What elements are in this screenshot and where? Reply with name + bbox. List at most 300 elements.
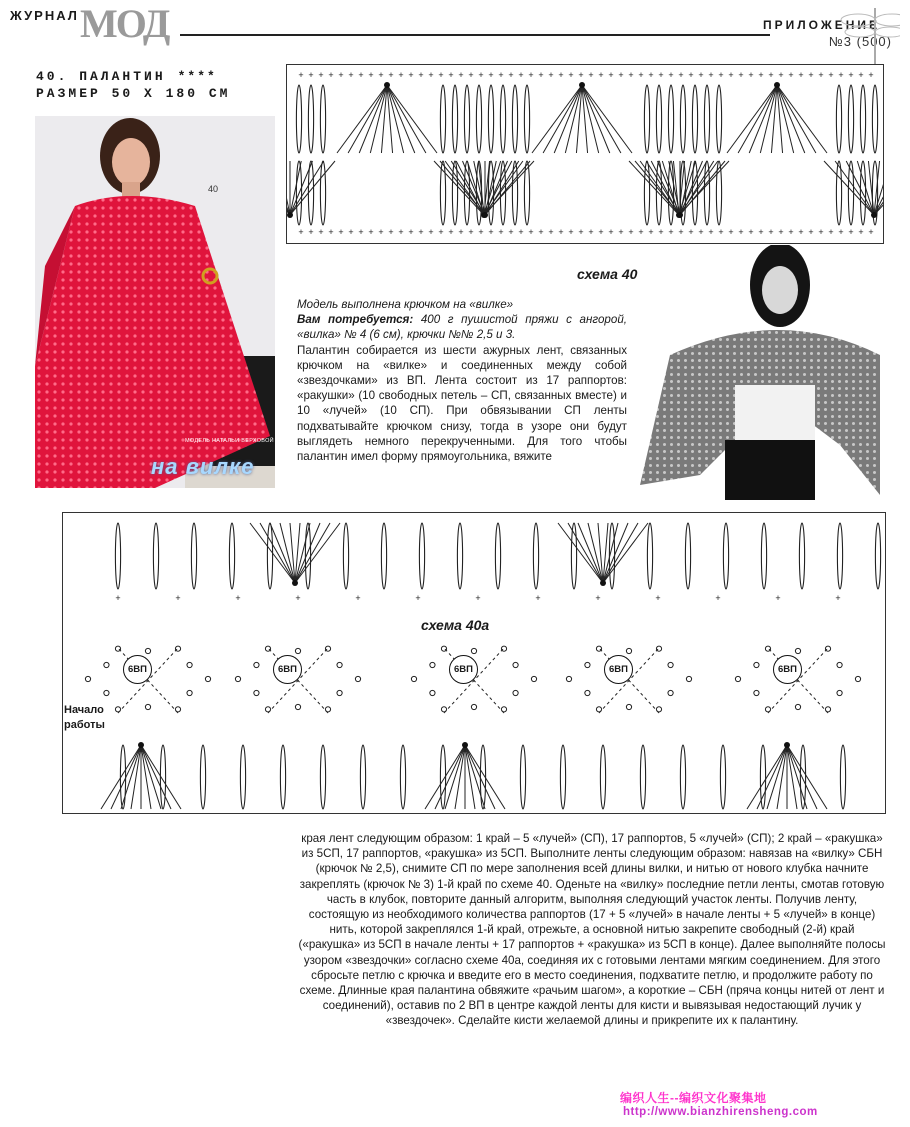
fan-knot — [871, 212, 877, 218]
plus-mark: + — [518, 227, 524, 237]
loop-symbol — [848, 85, 853, 153]
fan-knot — [384, 82, 390, 88]
plus-mark: + — [428, 227, 434, 237]
header-rule — [180, 34, 770, 36]
plus-mark: + — [668, 70, 674, 80]
fan-stroke — [295, 523, 340, 583]
fan-stroke — [582, 85, 621, 153]
plus-mark: + — [828, 70, 834, 80]
plus-mark: + — [438, 70, 444, 80]
plus-mark: + — [578, 227, 584, 237]
plus-mark: + — [378, 70, 384, 80]
fan-knot — [482, 212, 488, 218]
loop-symbol — [452, 85, 457, 153]
plus-mark: + — [678, 227, 684, 237]
plus-mark: + — [738, 227, 744, 237]
plus-mark: + — [518, 70, 524, 80]
plus-mark: + — [748, 70, 754, 80]
plus-mark: + — [498, 70, 504, 80]
plus-mark: + — [175, 593, 181, 603]
loop-symbol — [495, 523, 500, 589]
loop-symbol — [799, 523, 804, 589]
chain-dot — [513, 662, 518, 667]
loop-symbol — [836, 85, 841, 153]
plus-mark: + — [858, 227, 864, 237]
loop-symbol — [723, 523, 728, 589]
loop-symbol — [500, 85, 505, 153]
fan-stroke — [348, 85, 387, 153]
chain-dot — [235, 676, 240, 681]
plus-mark: + — [468, 227, 474, 237]
loop-symbol — [840, 745, 845, 809]
fan-stroke — [387, 85, 426, 153]
plus-mark: + — [868, 227, 874, 237]
fan-stroke — [787, 745, 827, 809]
loop-symbol — [875, 523, 880, 589]
plus-mark: + — [818, 227, 824, 237]
plus-mark: + — [698, 227, 704, 237]
loop-symbol — [280, 745, 285, 809]
plus-mark: + — [658, 227, 664, 237]
plus-mark: + — [848, 227, 854, 237]
plus-mark: + — [568, 70, 574, 80]
scheme-40a-diagram — [62, 512, 886, 814]
loop-symbol — [837, 523, 842, 589]
plus-mark: + — [568, 227, 574, 237]
photo-overlay-label: на вилке — [151, 454, 255, 479]
plus-mark: + — [835, 593, 841, 603]
scheme-40-label: схема 40 — [577, 266, 638, 282]
intro-text — [297, 297, 627, 464]
plus-mark: + — [328, 227, 334, 237]
chain-dot — [205, 676, 210, 681]
loop-symbol — [872, 85, 877, 153]
plus-mark: + — [235, 593, 241, 603]
plus-mark: + — [488, 70, 494, 80]
plus-mark: + — [868, 70, 874, 80]
plus-mark: + — [508, 70, 514, 80]
fan-stroke — [141, 745, 161, 809]
fan-knot — [292, 580, 298, 586]
plus-mark: + — [628, 227, 634, 237]
loop-symbol — [668, 85, 673, 153]
chain-dot — [855, 676, 860, 681]
dragonfly-icon — [830, 0, 900, 70]
plus-mark: + — [778, 70, 784, 80]
plus-mark: + — [788, 70, 794, 80]
plus-mark: + — [808, 227, 814, 237]
plus-mark: + — [448, 70, 454, 80]
plus-mark: + — [758, 227, 764, 237]
plus-mark: + — [778, 227, 784, 237]
plus-mark: + — [818, 70, 824, 80]
fan-knot — [600, 580, 606, 586]
loop-symbol — [533, 523, 538, 589]
chain-dot — [145, 704, 150, 709]
fan-stroke — [387, 85, 437, 153]
plus-mark: + — [358, 227, 364, 237]
loop-symbol — [704, 85, 709, 153]
loop-symbol — [716, 85, 721, 153]
chain-dot — [337, 662, 342, 667]
loop-symbol — [308, 85, 313, 153]
plus-mark: + — [558, 227, 564, 237]
plus-mark: + — [478, 227, 484, 237]
plus-mark: + — [358, 70, 364, 80]
title-size: РАЗМЕР 50 X 180 СМ — [36, 86, 231, 101]
chain-dot — [585, 690, 590, 695]
loop-symbol — [267, 523, 272, 589]
plus-mark: + — [588, 70, 594, 80]
model-illustration — [35, 116, 275, 488]
plus-mark: + — [655, 593, 661, 603]
fan-stroke — [121, 745, 141, 809]
plus-mark: + — [548, 70, 554, 80]
plus-mark: + — [448, 227, 454, 237]
fan-stroke — [738, 85, 777, 153]
chain-dot — [566, 676, 571, 681]
plus-mark: + — [598, 70, 604, 80]
plus-mark: + — [648, 70, 654, 80]
fan-stroke — [568, 523, 603, 583]
start-label: Начало работы — [64, 704, 105, 731]
fan-stroke — [440, 161, 485, 215]
chain-dot — [471, 704, 476, 709]
chain-dot — [145, 648, 150, 653]
fan-stroke — [582, 85, 632, 153]
chain-badge: 6ВП — [449, 655, 478, 684]
plus-mark: + — [808, 70, 814, 80]
plus-mark: + — [378, 227, 384, 237]
loop-symbol — [153, 523, 158, 589]
plus-mark: + — [418, 227, 424, 237]
plus-mark: + — [698, 70, 704, 80]
loop-symbol — [381, 523, 386, 589]
chain-dot — [254, 690, 259, 695]
loop-symbol — [229, 523, 234, 589]
chain-dot — [430, 690, 435, 695]
fan-knot — [287, 212, 293, 218]
plus-mark: + — [488, 227, 494, 237]
plus-mark: + — [688, 227, 694, 237]
plus-mark: + — [688, 70, 694, 80]
loop-symbol — [647, 523, 652, 589]
loop-symbol — [488, 85, 493, 153]
fan-knot — [784, 742, 790, 748]
plus-mark: + — [408, 70, 414, 80]
loop-symbol — [524, 85, 529, 153]
plus-mark: + — [428, 70, 434, 80]
fan-stroke — [295, 523, 330, 583]
plus-mark: + — [458, 227, 464, 237]
chain-dot — [295, 648, 300, 653]
chain-dot — [585, 662, 590, 667]
loop-symbol — [512, 85, 517, 153]
plus-mark: + — [748, 227, 754, 237]
plus-mark: + — [678, 70, 684, 80]
scheme-40-diagram — [286, 64, 884, 244]
plus-mark: + — [598, 227, 604, 237]
loop-symbol — [320, 85, 325, 153]
loop-symbol — [419, 523, 424, 589]
loop-symbol — [308, 161, 313, 225]
fan-stroke — [777, 85, 827, 153]
chain-badge: 6ВП — [273, 655, 302, 684]
fan-stroke — [787, 745, 807, 809]
plus-mark: + — [708, 70, 714, 80]
fan-stroke — [727, 85, 777, 153]
plus-mark: + — [618, 227, 624, 237]
chain-badge: 6ВП — [773, 655, 802, 684]
plus-mark: + — [768, 70, 774, 80]
pattern-title — [36, 68, 230, 102]
plus-mark: + — [528, 227, 534, 237]
loop-symbol — [320, 161, 325, 225]
chain-dot — [626, 704, 631, 709]
chain-dot — [430, 662, 435, 667]
plus-mark: + — [828, 227, 834, 237]
plus-mark: + — [308, 227, 314, 237]
materials-label: Вам потребуется: — [297, 313, 414, 327]
fan-stroke — [465, 745, 485, 809]
plus-mark: + — [308, 70, 314, 80]
plus-mark: + — [618, 70, 624, 80]
plus-mark: + — [708, 227, 714, 237]
plus-mark: + — [628, 70, 634, 80]
plus-mark: + — [458, 70, 464, 80]
plus-mark: + — [418, 70, 424, 80]
chain-dot — [626, 648, 631, 653]
chain-badge: 6ВП — [604, 655, 633, 684]
scheme-40a-label: схема 40а — [421, 617, 490, 633]
chain-dot — [837, 662, 842, 667]
fan-stroke — [485, 161, 519, 215]
plus-mark: + — [338, 227, 344, 237]
plus-mark: + — [398, 227, 404, 237]
loop-symbol — [860, 85, 865, 153]
magazine-logo: МОД — [80, 1, 169, 46]
plus-mark: + — [468, 70, 474, 80]
plus-mark: + — [798, 227, 804, 237]
plus-mark: + — [588, 227, 594, 237]
supplement-label: ПРИЛОЖЕНИЕ — [763, 18, 880, 32]
fan-stroke — [629, 161, 679, 215]
loop-symbol — [644, 85, 649, 153]
plus-mark: + — [368, 227, 374, 237]
plus-mark: + — [398, 70, 404, 80]
plus-mark: + — [415, 593, 421, 603]
intro-line1: Модель выполнена крючком на «вилке» — [297, 298, 514, 311]
fan-stroke — [532, 85, 582, 153]
chain-dot — [104, 662, 109, 667]
loop-symbol — [836, 161, 841, 225]
plus-mark: + — [408, 227, 414, 237]
loop-symbol — [704, 161, 709, 225]
chain-dot — [254, 662, 259, 667]
chain-dot — [355, 676, 360, 681]
plus-mark: + — [788, 227, 794, 237]
fan-knot — [579, 82, 585, 88]
loop-symbol — [240, 745, 245, 809]
instructions-text: края лент следующим образом: 1 край – 5 «лучей» (СП), 17 раппортов, 5 «лучей» (СП); 2 край – «ракушка» из 5СП, 17 раппортов, «ракушка» из 5СП. Выполните ленты следующим образом: навязав на «вилку» СБН (крючок № 2,5), снимите СП по мере заполнения всей длины вилки, и нитью от нового клубка начните закреплять (крючок № 3) 1-й край по схеме 40. Оденьте на «вилку» последние петли ленты, смотав готовую часть в клубок, повторите данный алгоритм, выполняя следующий участок ленты. Получив ленту, состоящую из необходимого количества раппортов (17 + 5 «лучей» в начале ленты + 5 «лучей» в конце) нить, которой закреплялся 1-й край, отрежьте, а основной нитью закрепите свободный (2-й) край («ракушка» из 5СП в начале ленты + 17 раппортов + «ракушка» из 5СП в конце). Далее выполняйте полосы узором «звездочки» согласно схеме 40а, соединяя их с готовыми лентами мягким соединением. Для этого сбросьте петлю с крючка и введите его в место соединения, подхватите петлю, и продолжите работу по схеме. Длинные края палантина обвяжите «рачьим шагом», а короткие – СБН (пряча концы нитей от лент и соединений), оставив по 2 ВП в центре каждой ленты для кисти и вывязывая недостающий лучик у «звездочек». Сделайте кисти желаемой длины и прикрепите их к палантину. — [298, 832, 886, 1028]
difficulty-stars: **** — [177, 69, 217, 84]
photo-caption: МОДЕЛЬ НАТАЛЬИ ВЕРХОВОЙ — [185, 438, 274, 444]
plus-mark: + — [318, 70, 324, 80]
loop-symbol — [656, 85, 661, 153]
materials-text: 400 г пушистой пряжи с ангорой, «вилка» № 4 (6 см), крючки №№ 2,5 и 3. — [297, 313, 627, 342]
loop-symbol — [200, 745, 205, 809]
loop-symbol — [520, 745, 525, 809]
loop-symbol — [685, 523, 690, 589]
loop-symbol — [400, 745, 405, 809]
plus-mark: + — [658, 70, 664, 80]
loop-symbol — [640, 745, 645, 809]
plus-mark: + — [578, 70, 584, 80]
plus-mark: + — [388, 227, 394, 237]
plus-mark: + — [328, 70, 334, 80]
chain-dot — [531, 676, 536, 681]
plus-mark: + — [858, 70, 864, 80]
plus-mark: + — [538, 70, 544, 80]
plus-mark: + — [538, 227, 544, 237]
chain-dot — [795, 648, 800, 653]
title-line1: 40. ПАЛАНТИН — [36, 69, 166, 84]
plus-mark: + — [838, 227, 844, 237]
plus-mark: + — [528, 70, 534, 80]
chain-dot — [795, 704, 800, 709]
plus-mark: + — [718, 227, 724, 237]
plus-mark: + — [838, 70, 844, 80]
fan-knot — [677, 212, 683, 218]
model-photo-red-shawl — [35, 116, 275, 488]
plus-mark: + — [798, 70, 804, 80]
plus-mark: + — [738, 70, 744, 80]
plus-mark: + — [728, 227, 734, 237]
plus-mark: + — [298, 70, 304, 80]
plus-mark: + — [478, 70, 484, 80]
plus-mark: + — [338, 70, 344, 80]
chain-dot — [104, 690, 109, 695]
plus-mark: + — [638, 70, 644, 80]
plus-mark: + — [535, 593, 541, 603]
plus-mark: + — [368, 70, 374, 80]
chain-dot — [513, 690, 518, 695]
plus-mark: + — [348, 70, 354, 80]
scheme-40-symbols — [287, 65, 883, 243]
fan-stroke — [747, 745, 787, 809]
plus-mark: + — [498, 227, 504, 237]
plus-mark: + — [718, 70, 724, 80]
loop-symbol — [191, 523, 196, 589]
plus-mark: + — [475, 593, 481, 603]
loop-symbol — [600, 745, 605, 809]
loop-symbol — [761, 523, 766, 589]
plus-mark: + — [758, 70, 764, 80]
fan-stroke — [777, 85, 816, 153]
plus-mark: + — [318, 227, 324, 237]
fan-stroke — [646, 161, 680, 215]
chain-dot — [668, 690, 673, 695]
loop-symbol — [440, 85, 445, 153]
fan-stroke — [445, 745, 465, 809]
plus-mark: + — [115, 593, 121, 603]
chain-dot — [85, 676, 90, 681]
chain-dot — [754, 662, 759, 667]
plus-mark: + — [768, 227, 774, 237]
intro-paragraph: Палантин собирается из шести ажурных лент, связанных крючком на «вилке» и соединенных между собой «звездочками» из ВП. Лента состоит из 17 раппортов: «ракушки» (10 свободных петель – СП, связанных вместе) и 10 «лучей» (10 СП). При обвязывании СП ленты подхватывайте крючком снизу, тогда в узоре они будут выглядеть немного перекрученными. Для того чтобы палантин имел форму прямоугольника, вяжите — [297, 343, 627, 464]
plus-mark: + — [298, 227, 304, 237]
chain-badge: 6ВП — [123, 655, 152, 684]
plus-mark: + — [668, 227, 674, 237]
watermark-title: 编织人生--编织文化聚集地 — [620, 1091, 767, 1105]
loop-symbol — [560, 745, 565, 809]
loop-symbol — [360, 745, 365, 809]
plus-mark: + — [348, 227, 354, 237]
fan-stroke — [260, 523, 295, 583]
chain-dot — [295, 704, 300, 709]
plus-mark: + — [638, 227, 644, 237]
plus-mark: + — [558, 70, 564, 80]
loop-symbol — [692, 85, 697, 153]
plus-mark: + — [508, 227, 514, 237]
loop-symbol — [115, 523, 120, 589]
chain-dot — [837, 690, 842, 695]
chain-dot — [187, 690, 192, 695]
loop-symbol — [464, 85, 469, 153]
plus-mark: + — [608, 227, 614, 237]
loop-symbol — [680, 745, 685, 809]
chain-dot — [187, 662, 192, 667]
model-photo-grey-shawl — [640, 245, 884, 500]
journal-label: ЖУРНАЛ — [10, 8, 79, 23]
loop-symbol — [457, 523, 462, 589]
plus-mark: + — [608, 70, 614, 80]
chain-dot — [735, 676, 740, 681]
plus-mark: + — [848, 70, 854, 80]
plus-mark: + — [548, 227, 554, 237]
plus-mark: + — [715, 593, 721, 603]
fan-stroke — [337, 85, 387, 153]
loop-symbol — [800, 745, 805, 809]
chain-dot — [754, 690, 759, 695]
plus-mark: + — [775, 593, 781, 603]
plus-mark: + — [388, 70, 394, 80]
loop-symbol — [343, 523, 348, 589]
model-illustration-2 — [640, 245, 884, 500]
plus-mark: + — [438, 227, 444, 237]
fan-knot — [774, 82, 780, 88]
fan-stroke — [767, 745, 787, 809]
plus-mark: + — [295, 593, 301, 603]
plus-mark: + — [355, 593, 361, 603]
loop-symbol — [320, 745, 325, 809]
loop-symbol — [296, 85, 301, 153]
fan-stroke — [451, 161, 485, 215]
watermark-url: http://www.bianzhirensheng.com — [623, 1106, 818, 1118]
loop-symbol — [680, 85, 685, 153]
loop-symbol — [476, 85, 481, 153]
fan-knot — [462, 742, 468, 748]
chain-dot — [686, 676, 691, 681]
chain-dot — [668, 662, 673, 667]
photo-number: 40 — [208, 184, 219, 194]
issue-number: №3 (500) — [828, 34, 892, 49]
fan-stroke — [558, 523, 603, 583]
plus-mark: + — [648, 227, 654, 237]
plus-mark: + — [595, 593, 601, 603]
chain-dot — [337, 690, 342, 695]
chain-dot — [471, 648, 476, 653]
